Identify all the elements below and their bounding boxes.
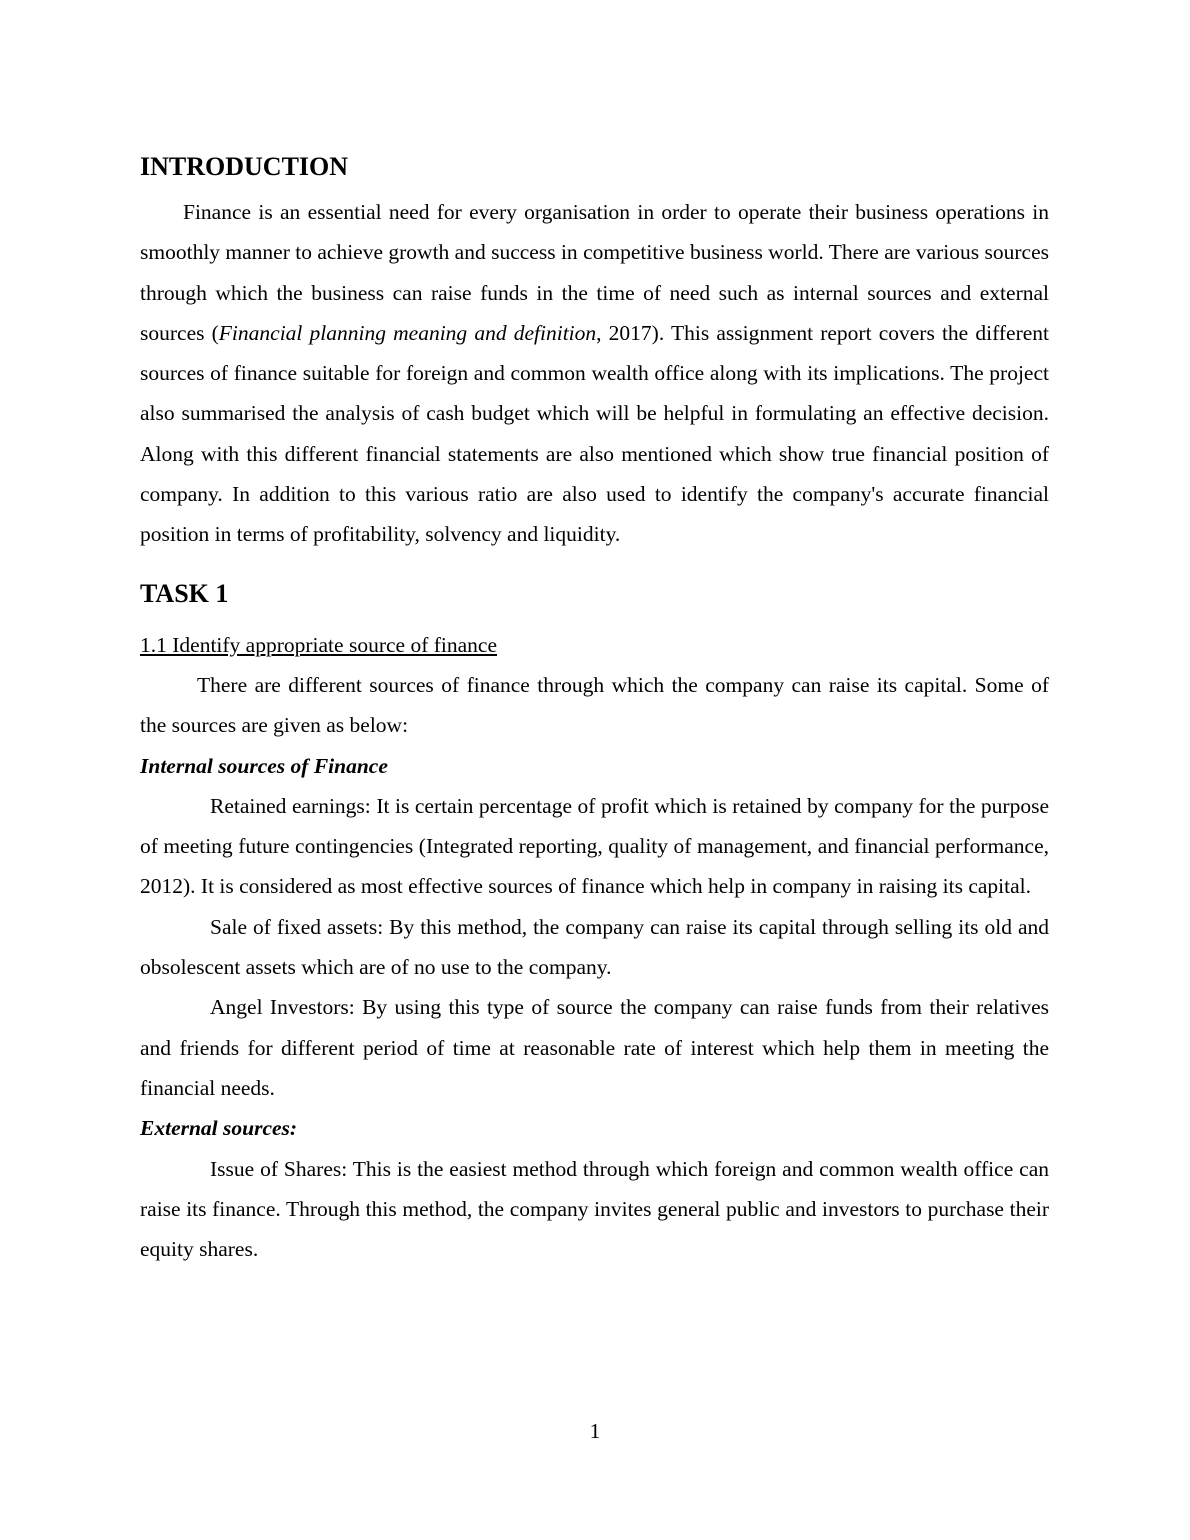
external-sources-heading: External sources: xyxy=(140,1116,298,1141)
intro-text-part-2: , 2017). This assignment report covers the different sources of finance suitable for foreign and common wealth office along with its implications. The project also summarised the analysis of cash budget which will be helpful in formulating an effective decision. Along with this different financial statements are also mentioned which show true financial position of company. In addition to this various ratio are also used to identify the company's accurate financial position in terms of profitability, solvency and liquidity. xyxy=(140,320,1050,547)
issue-of-shares-paragraph: Issue of Shares: This is the easiest method through which foreign and common wealth office can raise its finance. Through this method, the company invites general public and investors to purchase their equity shares. xyxy=(140,1156,1049,1262)
document-body xyxy=(140,150,1049,1269)
retained-earnings-paragraph: Retained earnings: It is certain percentage of profit which is retained by company for the purpose of meeting future contingencies (Integrated reporting, quality of management, and financial performance, 2012). It is considered as most effective sources of finance which help in company in raising its capital. xyxy=(140,793,1049,899)
task1-intro-paragraph: There are different sources of finance through which the company can raise its capital. Some of the sources are given as below: xyxy=(140,672,1049,738)
page-number: 1 xyxy=(589,1419,601,1443)
angel-investors-paragraph: Angel Investors: By using this type of source the company can raise funds from their relatives and friends for different period of time at reasonable rate of interest which help them in meeting the financial needs. xyxy=(140,995,1049,1100)
introduction-paragraph xyxy=(140,192,1049,555)
task1-heading: TASK 1 xyxy=(140,578,229,608)
internal-sources-heading: Internal sources of Finance xyxy=(140,753,388,778)
intro-text-part-1: Finance is an essential need for every organisation in order to operate their business operations in smoothly manner to achieve growth and success in competitive business world. There are various sources through which the business can raise funds in the time of need such as internal sources and external sources ( xyxy=(140,200,1049,345)
task1-subheading: 1.1 Identify appropriate source of finance xyxy=(140,632,497,657)
sale-of-fixed-assets-paragraph: Sale of fixed assets: By this method, the company can raise its capital through selling its old and obsolescent assets which are of no use to the company. xyxy=(140,914,1049,980)
introduction-heading: INTRODUCTION xyxy=(140,152,349,181)
intro-citation: Financial planning meaning and definition xyxy=(218,320,597,345)
